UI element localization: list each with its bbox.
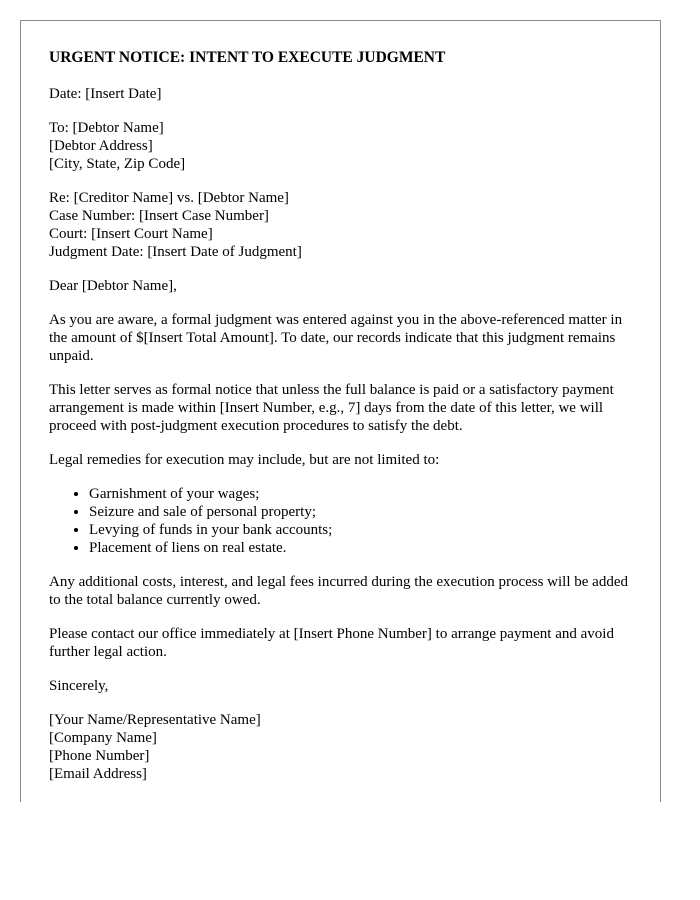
paragraph-judgment-status: As you are aware, a formal judgment was entered against you in the above-referenced matter in the amount of $[Insert Total Amount]. To date, our records indicate that this judgment remains unpaid. [49,312,623,364]
reference-parties: Re: [Creditor Name] vs. [Debtor Name] [49,190,289,206]
date-line: Date: [Insert Date] [49,86,162,102]
recipient-name: To: [Debtor Name] [49,120,164,136]
signature-company: [Company Name] [49,730,157,746]
reference-judgment-date: Judgment Date: [Insert Date of Judgment] [49,244,302,260]
paragraph-formal-notice: This letter serves as formal notice that unless the full balance is paid or a satisfactory payment arrangement is made within [Insert Number, e.g., 7] days from the date of this letter, we will proceed with post-judgment execution procedures to satisfy the debt. [49,382,614,434]
letter-page [20,20,661,802]
remedy-item: • Garnishment of your wages; [89,485,639,503]
paragraph-additional-costs: Any additional costs, interest, and legal fees incurred during the execution process will be added to the total balance currently owed. [49,574,628,608]
signature-block [49,711,639,783]
recipient-address: [Debtor Address] [49,138,153,154]
remedy-item: • Placement of liens on real estate. [89,539,639,557]
remedies-list [49,485,639,557]
signature-email: [Email Address] [49,766,147,782]
reference-case-number: Case Number: [Insert Case Number] [49,208,269,224]
recipient-block [49,119,639,173]
signature-name: [Your Name/Representative Name] [49,712,261,728]
closing: Sincerely, [49,678,109,694]
salutation: Dear [Debtor Name], [49,278,177,294]
paragraph-contact: Please contact our office immediately at [Insert Phone Number] to arrange payment and avoid further legal action. [49,626,614,660]
letter-content [49,48,639,799]
remedy-item: • Levying of funds in your bank accounts; [89,521,639,539]
recipient-city-state-zip: [City, State, Zip Code] [49,156,186,172]
remedy-item: • Seizure and sale of personal property; [89,503,639,521]
signature-phone: [Phone Number] [49,748,150,764]
remedies-intro: Legal remedies for execution may include, but are not limited to: [49,452,440,468]
reference-block [49,189,639,261]
reference-court: Court: [Insert Court Name] [49,226,213,242]
letter-title: URGENT NOTICE: INTENT TO EXECUTE JUDGMENT [49,49,446,66]
